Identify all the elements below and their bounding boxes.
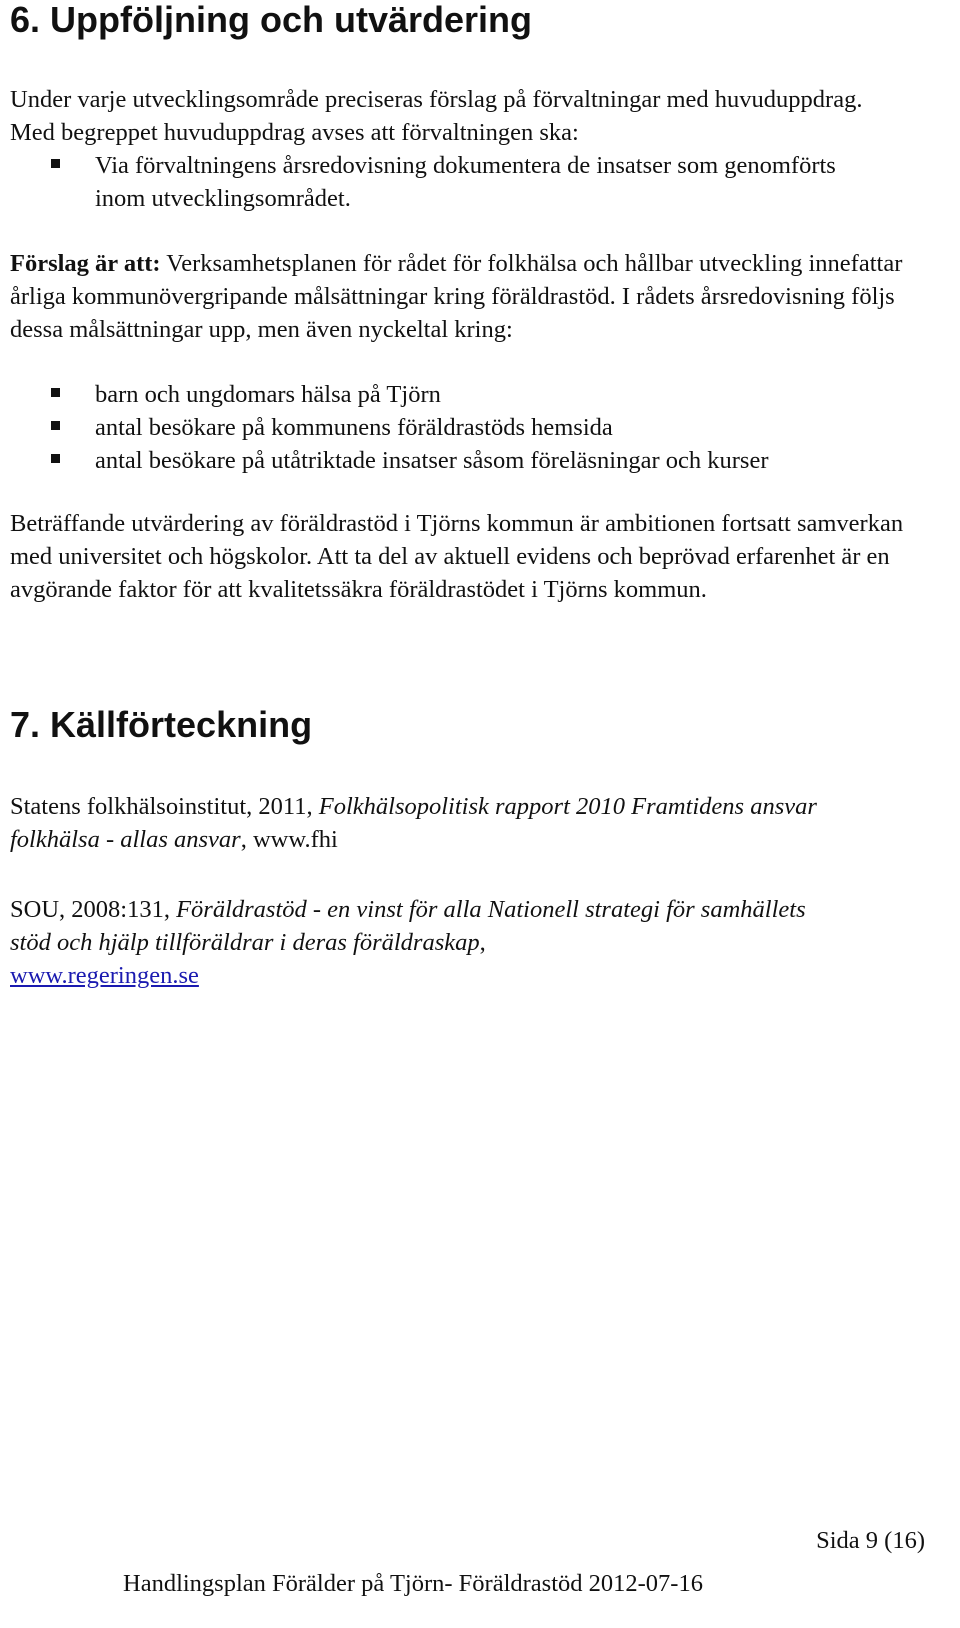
reference-2: [10, 893, 810, 992]
list-item: [10, 378, 940, 411]
reference-2-link[interactable]: www.regeringen.se: [10, 962, 199, 989]
reference-2-prefix: SOU, 2008:131,: [10, 896, 177, 923]
list-item: [10, 411, 940, 444]
evaluation-paragraph: Beträffande utvärdering av föräldrastöd i Tjörns kommun är ambitionen fortsatt samverkan med universitet och högskolor. Att ta del av aktuell evidens och beprövad erfarenhet är en avgörande faktor för att kvalitetssäkra föräldrastödet i Tjörns kommun.: [10, 510, 904, 603]
page-number: Sida 9 (16): [816, 1527, 925, 1554]
square-bullet-icon: [51, 159, 60, 168]
square-bullet-icon: [51, 454, 60, 463]
list-item: [10, 149, 855, 215]
proposal-paragraph: [10, 247, 910, 346]
proposal-label: Förslag är att:: [10, 250, 161, 277]
reference-1-suffix: , www.fhi: [240, 826, 338, 853]
square-bullet-icon: [51, 388, 60, 397]
proposal-bullet-list: [10, 378, 940, 477]
list-item-text: antal besökare på kommunens föräldrastöds hemsida: [95, 414, 613, 441]
reference-2-suffix: ,: [479, 929, 486, 956]
intro-bullet-list: [10, 149, 910, 215]
section-6-intro: Under varje utvecklingsområde preciseras förslag på förvaltningar med huvuduppdrag. Med begreppet huvuduppdrag avses att förvaltningen ska:: [10, 86, 863, 146]
list-item-text: Via förvaltningens årsredovisning dokumentera de insatser som genomförts inom utvecklingsområdet.: [95, 152, 836, 212]
square-bullet-icon: [51, 421, 60, 430]
list-item: [10, 444, 940, 477]
proposal-text: Verksamhetsplanen för rådet för folkhälsa och hållbar utveckling innefattar årliga kommunövergripande målsättningar kring föräldrastöd. I rådets årsredovisning följs dessa målsättningar upp, men även nyckeltal kring:: [10, 250, 903, 343]
list-item-text: antal besökare på utåtriktade insatser såsom föreläsningar och kurser: [95, 447, 769, 474]
reference-2-title: Föräldrastöd - en vinst för alla Nationell strategi för samhällets stöd och hjälp tillföräldrar i deras föräldraskap: [10, 896, 806, 956]
section-6-heading: 6. Uppföljning och utvärdering: [10, 0, 532, 40]
list-item-text: barn och ungdomars hälsa på Tjörn: [95, 381, 441, 408]
reference-1-prefix: Statens folkhälsoinstitut, 2011,: [10, 793, 319, 820]
reference-1-title: Folkhälsopolitisk rapport 2010 Framtidens ansvar folkhälsa - allas ansvar: [10, 793, 817, 853]
section-7-heading: 7. Källförteckning: [10, 704, 313, 745]
reference-1: [10, 790, 880, 856]
footer-document-title: Handlingsplan Förälder på Tjörn- Föräldrastöd 2012-07-16: [123, 1570, 703, 1597]
